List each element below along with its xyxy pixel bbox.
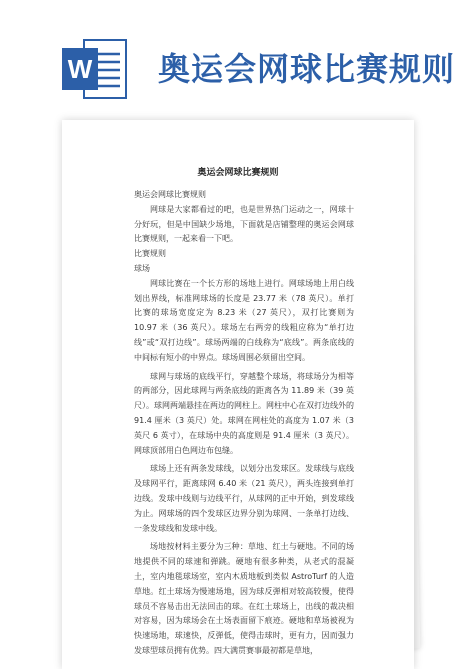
word-doc-icon bbox=[62, 38, 128, 100]
paragraph-net: 球网与球场的底线平行，穿越整个球场，将球场分为相等的两部分，因此球网与两条底线的距离各为 11.89 米（39 英尺）。球网两端悬挂在两边的网柱上。网柱中心在双打边线外的 91.4 厘米（3 英尺）处。球网在网柱处的高度为 1.07 米（3 英尺 6 英寸），在球场中央的高度则是 91.4 厘米（3 英尺）。网球顶部用白色网边布包缝。 bbox=[134, 371, 354, 455]
paragraph-service-line: 球场上还有两条发球线，以划分出发球区。发球线与底线及球网平行，距离球网 6.40 米（21 英尺），两头连接到单打边线。发球中线则与边线平行，从球网的正中开始，到发球线为止。网球场的四个发球区边界分别为球网、一条单打边线、一条发球线和发球中线。 bbox=[134, 464, 354, 533]
banner bbox=[0, 0, 474, 110]
banner-title: 奥运会网球比赛规则 bbox=[158, 50, 456, 88]
intro-paragraph: 网球是大家都看过的吧，也是世界热门运动之一，网球十分好玩，但是中国缺少场地，下面就是店铺整理的奥运会网球比赛规则，一起来看一下吧。 bbox=[134, 204, 354, 244]
document-subtitle: 奥运会网球比赛规则 bbox=[134, 190, 206, 199]
document-page bbox=[62, 120, 414, 669]
subsection-heading: 球场 bbox=[134, 263, 150, 273]
section-heading: 比赛规则 bbox=[134, 249, 166, 259]
svg-text:W: W bbox=[67, 54, 93, 84]
paragraph-court: 网球比赛在一个长方形的场地上进行。网球场地上用白线划出界线，标准网球场的长度是 23.77 米（78 英尺）。单打比赛的球场宽度定为 8.23 米（27 英尺），双打比赛则为 10.97 米（36 英尺）。球场左右两旁的线粗应称为“单打边线”或“双打边线”。球场两端的白线称为“底线”。两条底线的中间标有短小的中界点。球场周围必须留出空间。 bbox=[134, 278, 354, 362]
paragraph-surface: 场地按材料主要分为三种：草地、红土与硬地。不同的场地提供不同的球速和弹跳。硬地有很多种类，从老式的混凝土，室内地毯球场室，室内木质地板到类似 AstroTurf 的人造草地。红土球场为慢速场地，因为球反弹相对较高较慢，使得球员不容易击出无法回击的球。在红土球场上，出线的裁决相对容易，因为球场会在土场表面留下痕迹。硬地和草场被视为快速场地，球速快，反弹低，使得击球时，更有力，因而强力发球型球员拥有优势。四大满贯赛事最初都是草地， bbox=[134, 542, 354, 655]
document-title: 奥运会网球比赛规则 bbox=[197, 168, 279, 178]
document-body bbox=[134, 188, 354, 659]
